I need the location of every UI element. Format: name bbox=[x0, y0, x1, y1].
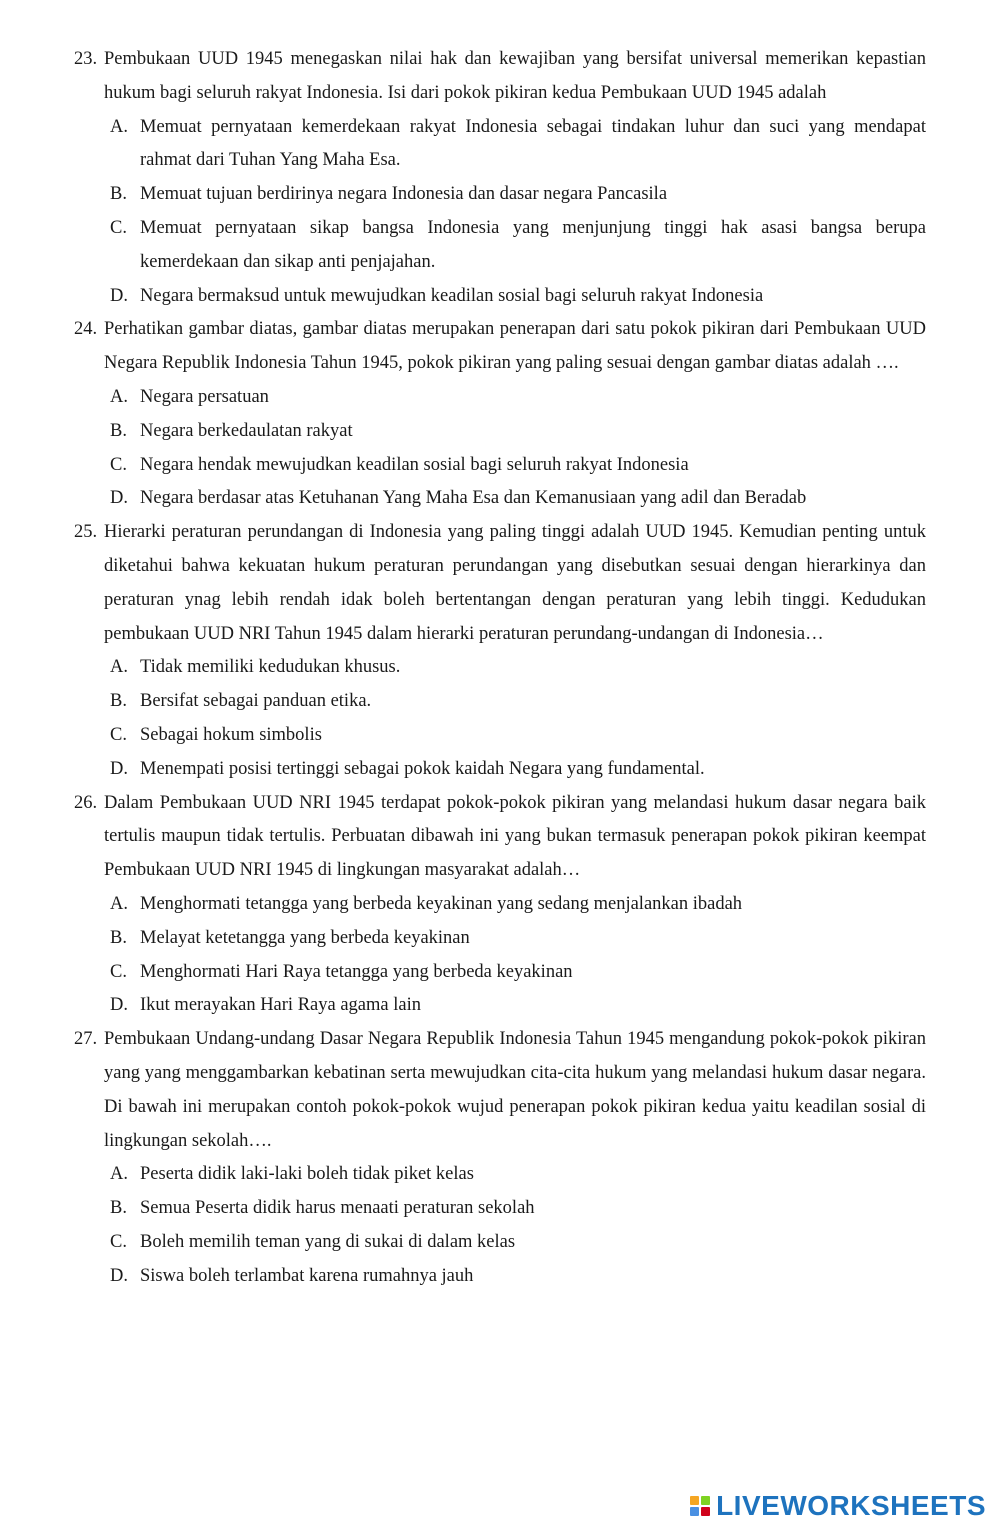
question-text: Dalam Pembukaan UUD NRI 1945 terdapat pokok-pokok pikiran yang melandasi hukum dasar negara baik tertulis maupun tidak tertulis. Perbuatan dibawah ini yang bukan termasuk penerapan pokok pikiran keempat Pembukaan UUD NRI 1945 di lingkungan masyarakat adalah… bbox=[104, 792, 926, 881]
answer-option[interactable] bbox=[110, 381, 926, 415]
option-text: Memuat tujuan berdirinya negara Indonesia dan dasar negara Pancasila bbox=[140, 184, 668, 205]
option-letter: A. bbox=[110, 893, 128, 914]
option-letter: C. bbox=[110, 724, 127, 745]
answer-option[interactable] bbox=[110, 482, 926, 516]
option-letter: A. bbox=[110, 386, 128, 407]
logo-square bbox=[701, 1496, 710, 1505]
answer-option[interactable] bbox=[110, 1192, 926, 1226]
option-letter: C. bbox=[110, 961, 127, 982]
option-letter: A. bbox=[110, 1164, 128, 1185]
option-text: Negara berkedaulatan rakyat bbox=[140, 420, 353, 441]
question-23 bbox=[74, 43, 926, 313]
option-text: Menempati posisi tertinggi sebagai pokok kaidah Negara yang fundamental. bbox=[140, 758, 705, 779]
option-text: Bersifat sebagai panduan etika. bbox=[140, 691, 372, 712]
logo-square bbox=[690, 1507, 699, 1516]
question-text: Pembukaan UUD 1945 menegaskan nilai hak dan kewajiban yang bersifat universal memerikan kepastian hukum bagi seluruh rakyat Indonesia. Isi dari pokok pikiran kedua Pembukaan UUD 1945 adalah bbox=[104, 49, 926, 103]
option-letter: B. bbox=[110, 420, 127, 441]
answer-option[interactable] bbox=[110, 1260, 926, 1294]
option-text: Negara hendak mewujudkan keadilan sosial bagi seluruh rakyat Indonesia bbox=[140, 454, 689, 475]
question-24 bbox=[74, 313, 926, 516]
option-text: Menghormati Hari Raya tetangga yang berbeda keyakinan bbox=[140, 961, 573, 982]
logo-square bbox=[690, 1496, 699, 1505]
answer-option[interactable] bbox=[110, 989, 926, 1023]
question-number: 24. bbox=[74, 319, 98, 340]
option-text: Negara persatuan bbox=[140, 386, 269, 407]
option-text: Boleh memilih teman yang di sukai di dalam kelas bbox=[140, 1231, 516, 1252]
answer-option[interactable] bbox=[110, 178, 926, 212]
answer-option[interactable] bbox=[110, 685, 926, 719]
question-text: Perhatikan gambar diatas, gambar diatas merupakan penerapan dari satu pokok pikiran dari Pembukaan UUD Negara Republik Indonesia Tahun 1945, pokok pikiran yang paling sesuai dengan gambar diatas adalah …. bbox=[104, 319, 926, 374]
option-letter: D. bbox=[110, 488, 128, 509]
option-letter: C. bbox=[110, 217, 127, 238]
answer-option[interactable] bbox=[110, 1226, 926, 1260]
question-number: 23. bbox=[74, 49, 98, 69]
option-text: Sebagai hokum simbolis bbox=[140, 724, 322, 745]
option-letter: B. bbox=[110, 691, 127, 712]
option-text: Menghormati tetangga yang berbeda keyakinan yang sedang menjalankan ibadah bbox=[140, 893, 743, 914]
option-letter: B. bbox=[110, 1198, 127, 1219]
option-text: Melayat ketetangga yang berbeda keyakinan bbox=[140, 927, 470, 948]
question-26 bbox=[74, 787, 926, 1024]
option-letter: D. bbox=[110, 758, 128, 779]
option-letter: B. bbox=[110, 927, 127, 948]
answer-option[interactable] bbox=[110, 719, 926, 753]
answer-option[interactable] bbox=[110, 888, 926, 922]
question-list bbox=[74, 43, 926, 1293]
question-number: 26. bbox=[74, 792, 98, 813]
answer-option[interactable] bbox=[110, 111, 926, 179]
option-letter: A. bbox=[110, 116, 128, 137]
answer-option[interactable] bbox=[110, 212, 926, 280]
option-text: Semua Peserta didik harus menaati peraturan sekolah bbox=[140, 1198, 535, 1219]
answer-option[interactable] bbox=[110, 280, 926, 314]
question-number: 25. bbox=[74, 522, 98, 543]
option-letter: B. bbox=[110, 184, 127, 205]
logo-text: LIVEWORKSHEETS bbox=[716, 1490, 986, 1521]
option-text: Negara bermaksud untuk mewujudkan keadilan sosial bagi seluruh rakyat Indonesia bbox=[140, 285, 764, 306]
option-text: Siswa boleh terlambat karena rumahnya jauh bbox=[140, 1265, 474, 1286]
option-letter: A. bbox=[110, 657, 128, 678]
answer-option[interactable] bbox=[110, 651, 926, 685]
option-letter: D. bbox=[110, 285, 128, 306]
answer-option[interactable] bbox=[110, 415, 926, 449]
option-letter: C. bbox=[110, 454, 127, 475]
question-text: Hierarki peraturan perundangan di Indonesia yang paling tinggi adalah UUD 1945. Kemudian penting untuk diketahui bahwa kekuatan hukum peraturan perundangan yang disebutkan sesuai dengan hierarkinya dan peraturan ynag lebih rendah idak boleh bertentangan dengan peraturan yang lebih tinggi. Kedudukan pembukaan UUD NRI Tahun 1945 dalam hierarki peraturan perundang-undangan di Indonesia… bbox=[104, 522, 926, 644]
option-text: Memuat pernyataan kemerdekaan rakyat Indonesia sebagai tindakan luhur dan suci yang mendapat rahmat dari Tuhan Yang Maha Esa. bbox=[140, 116, 926, 171]
option-text: Peserta didik laki-laki boleh tidak piket kelas bbox=[140, 1164, 474, 1185]
option-text: Tidak memiliki kedudukan khusus. bbox=[140, 657, 401, 678]
question-27 bbox=[74, 1023, 926, 1293]
option-letter: D. bbox=[110, 1265, 128, 1286]
answer-option[interactable] bbox=[110, 956, 926, 990]
option-letter: D. bbox=[110, 995, 128, 1016]
question-number: 27. bbox=[74, 1029, 98, 1050]
answer-option[interactable] bbox=[110, 449, 926, 483]
answer-option[interactable] bbox=[110, 1158, 926, 1192]
logo-mark-icon bbox=[690, 1496, 710, 1516]
answer-option[interactable] bbox=[110, 753, 926, 787]
liveworksheets-logo bbox=[690, 1490, 986, 1522]
logo-square bbox=[701, 1507, 710, 1516]
option-text: Negara berdasar atas Ketuhanan Yang Maha Esa dan Kemanusiaan yang adil dan Beradab bbox=[140, 488, 807, 509]
option-text: Ikut merayakan Hari Raya agama lain bbox=[140, 995, 421, 1016]
option-letter: C. bbox=[110, 1231, 127, 1252]
question-text: Pembukaan Undang-undang Dasar Negara Republik Indonesia Tahun 1945 mengandung pokok-pokok pikiran yang yang menggambarkan kebatinan serta mewujudkan cita-cita hukum yang melandasi hukum dasar negara. Di bawah ini merupakan contoh pokok-pokok wujud penerapan pokok pikiran kedua yaitu keadilan sosial di lingkungan sekolah…. bbox=[104, 1029, 926, 1151]
question-25 bbox=[74, 516, 926, 786]
answer-option[interactable] bbox=[110, 922, 926, 956]
option-text: Memuat pernyataan sikap bangsa Indonesia yang menjunjung tinggi hak asasi bangsa berupa kemerdekaan dan sikap anti penjajahan. bbox=[140, 217, 926, 272]
